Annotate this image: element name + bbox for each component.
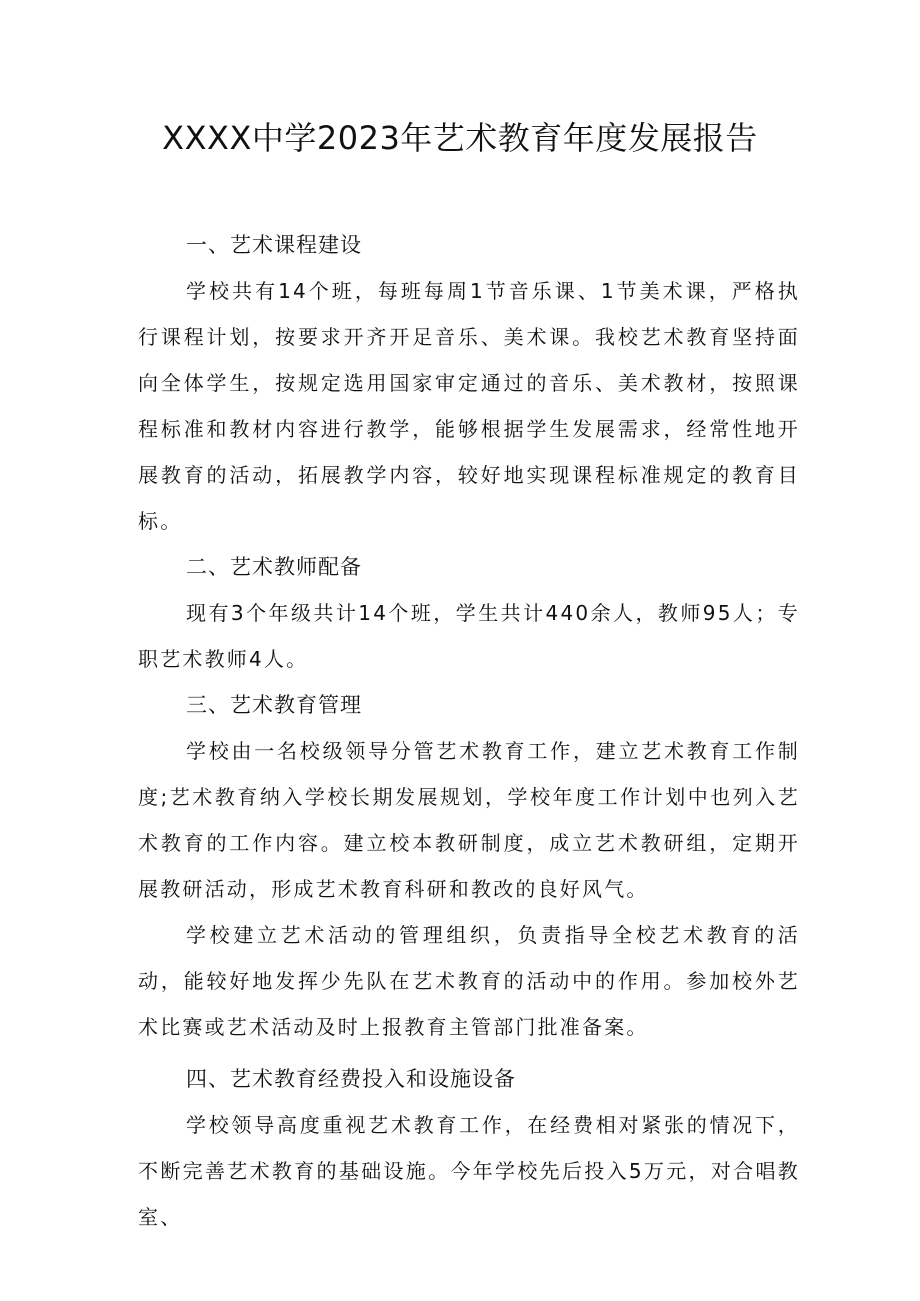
paragraph: 学校领导高度重视艺术教育工作，在经费相对紧张的情况下，不断完善艺术教育的基础设施。今年学校先后投入5万元，对合唱教室、 [138, 1113, 800, 1229]
paragraph: 学校建立艺术活动的管理组织，负责指导全校艺术教育的活动，能较好地发挥少先队在艺术教育的活动中的作用。参加校外艺术比赛或艺术活动及时上报教育主管部门批准备案。 [138, 923, 800, 1039]
section-teachers [138, 544, 800, 682]
section-heading: 一、艺术课程建设 [186, 233, 362, 257]
paragraph: 现有3个年级共计14个班，学生共计440余人，教师95人；专职艺术教师4人。 [138, 601, 800, 671]
paragraph: 学校共有14个班，每班每周1节音乐课、1节美术课，严格执行课程计划，按要求开齐开足音乐、美术课。我校艺术教育坚持面向全体学生，按规定选用国家审定通过的音乐、美术教材，按照课程标准和教材内容进行教学，能够根据学生发展需求，经常性地开展教育的活动，拓展教学内容，较好地实现课程标准规定的教育目标。 [138, 279, 800, 533]
section-heading: 二、艺术教师配备 [186, 555, 362, 579]
section-curriculum [138, 222, 800, 544]
section-heading: 四、艺术教育经费投入和设施设备 [186, 1067, 516, 1091]
section-funding-facilities [138, 1056, 800, 1240]
section-heading: 三、艺术教育管理 [186, 693, 362, 717]
document-title: XXXX中学2023年艺术教育年度发展报告 [162, 119, 758, 157]
document-body [138, 222, 800, 1240]
paragraph: 学校由一名校级领导分管艺术教育工作，建立艺术教育工作制度;艺术教育纳入学校长期发展规划，学校年度工作计划中也列入艺术教育的工作内容。建立校本教研制度，成立艺术教研组，定期开展教研活动，形成艺术教育科研和教改的良好风气。 [138, 739, 800, 901]
section-management [138, 682, 800, 1050]
